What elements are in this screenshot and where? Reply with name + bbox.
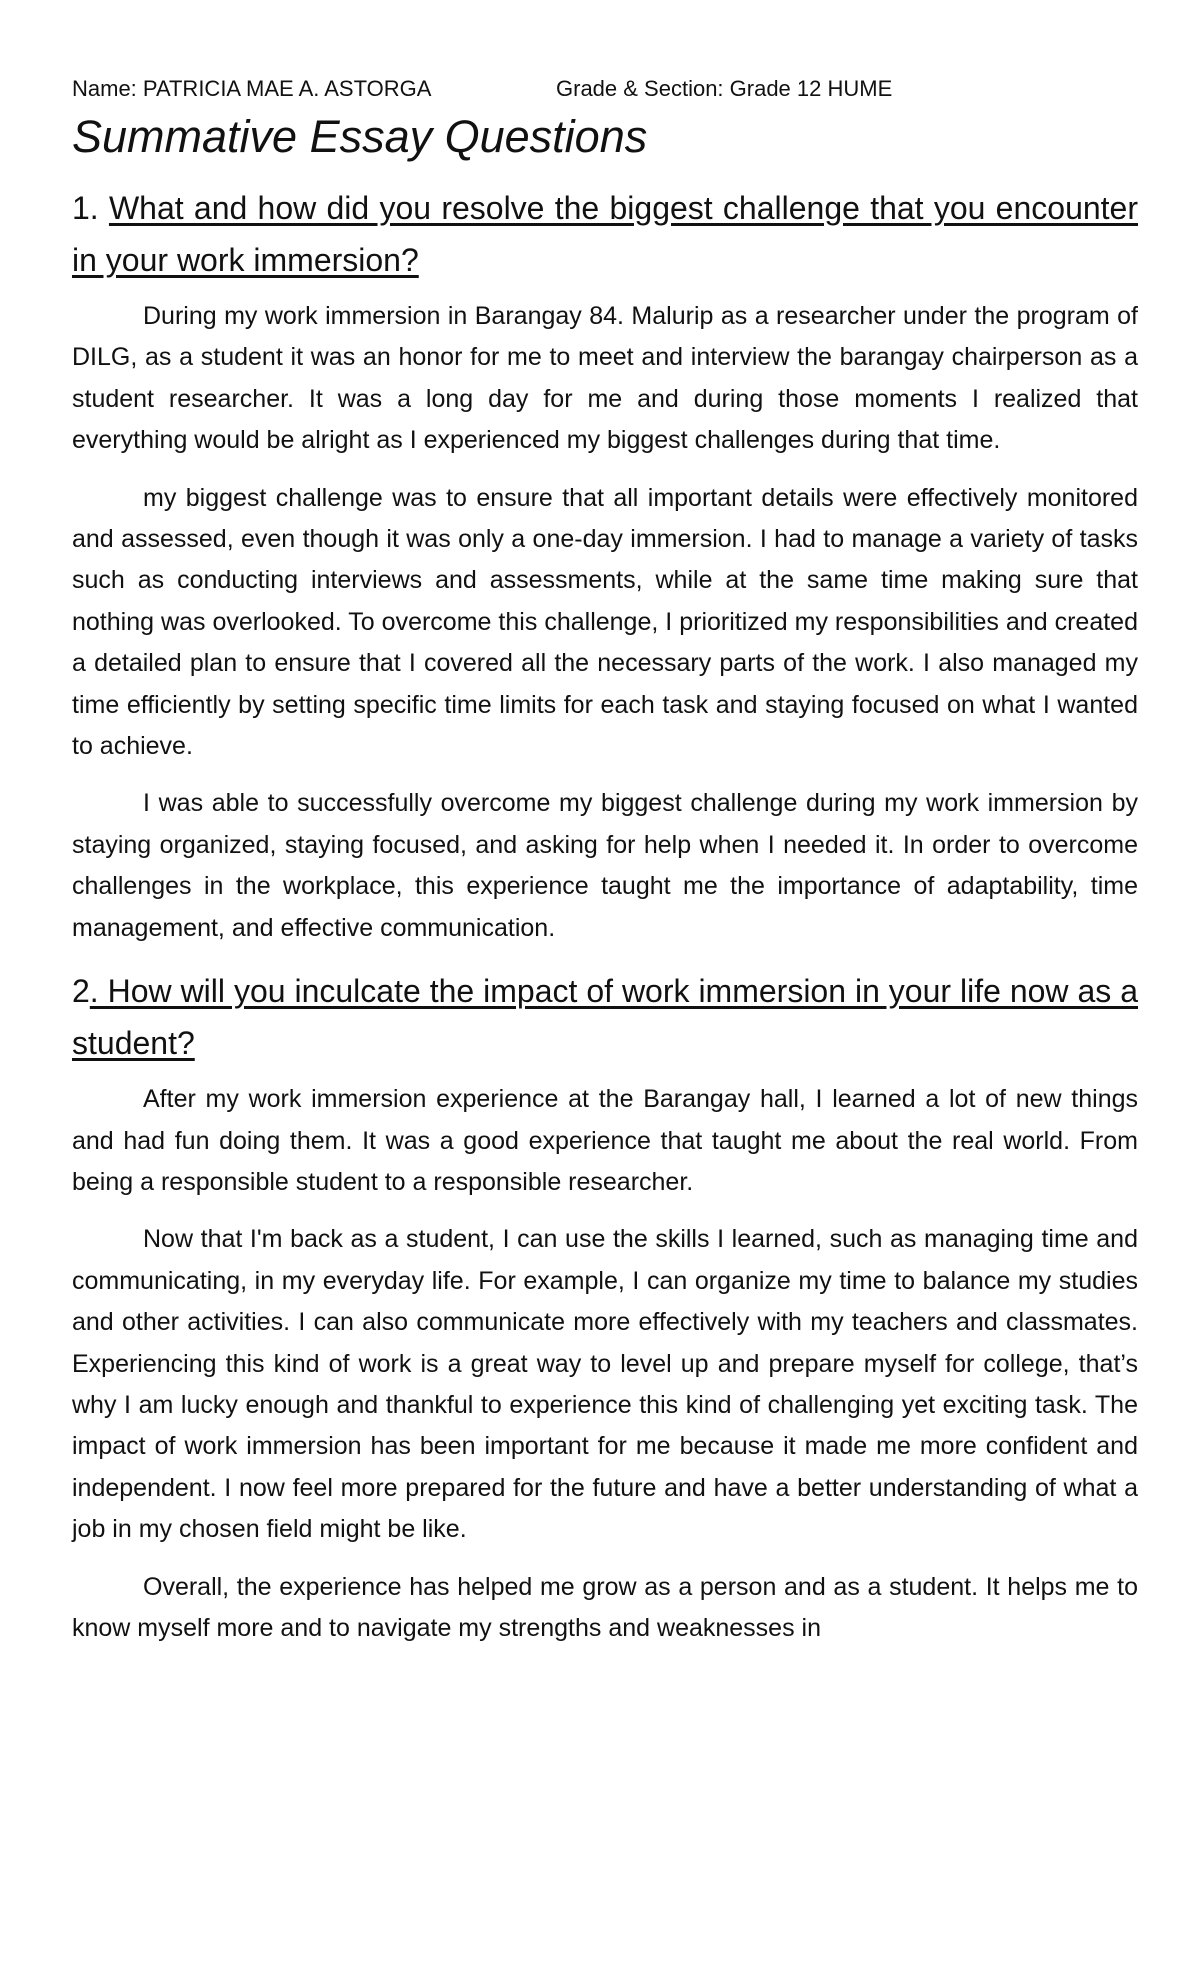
answer-paragraph: I was able to successfully overcome my biggest challenge during my work immersion by staying organized, staying focused, and asking for help when I needed it. In order to overcome challenges in the workplace, this experience taught me the importance of adaptability, time management, and effective communication. — [72, 789, 1138, 942]
question-number: 2 — [72, 973, 90, 1010]
page-title: Summative Essay Questions — [72, 111, 648, 162]
question-heading — [72, 965, 1138, 1069]
grade-section: Grade & Section: Grade 12 HUME — [556, 76, 893, 101]
student-header — [72, 70, 1138, 108]
answer-paragraph: my biggest challenge was to ensure that all important details were effectively monitored and assessed, even though it was only a one-day immersion. I had to manage a variety of tasks such as conducting interviews and assessments, while at the same time making sure that nothing was overlooked. To overcome this challenge, I prioritized my responsibilities and created a detailed plan to ensure that I covered all the necessary parts of the work. I also managed my time efficiently by setting specific time limits for each task and staying focused on what I wanted to achieve. — [72, 483, 1138, 761]
answer-paragraph: Overall, the experience has helped me grow as a person and as a student. It helps me to know myself more and to navigate my strengths and weaknesses in — [72, 1572, 1138, 1642]
answer-paragraph: Now that I'm back as a student, I can use the skills I learned, such as managing time and communicating, in my everyday life. For example, I can organize my time to balance my studies and other activities. I can also communicate more effectively with my teachers and classmates. Experiencing this kind of work is a great way to level up and prepare myself for college, that’s why I am lucky enough and thankful to experience this kind of challenging yet exciting task. The impact of work immersion has been important for me because it made me more confident and independent. I now feel more prepared for the future and have a better understanding of what a job in my chosen field might be like. — [72, 1225, 1138, 1544]
question-text: . How will you inculcate the impact of work immersion in your life now as a student? — [72, 973, 1138, 1062]
question-section-2 — [72, 965, 1138, 1649]
question-text: What and how did you resolve the biggest challenge that you encounter in your work immersion? — [72, 190, 1139, 278]
document-page — [72, 70, 1138, 1665]
question-heading — [72, 182, 1138, 286]
question-number: 1. — [72, 190, 99, 226]
answer-paragraph: During my work immersion in Barangay 84. Malurip as a researcher under the program of DILG, as a student it was an honor for me to meet and interview the barangay chairperson as a student researcher. It was a long day for me and during those moments I realized that everything would be alright as I experienced my biggest challenges during that time. — [72, 302, 1138, 455]
question-section-1 — [72, 182, 1138, 949]
student-name: Name: PATRICIA MAE A. ASTORGA — [72, 76, 432, 101]
answer-paragraph: After my work immersion experience at the Barangay hall, I learned a lot of new things and had fun doing them. It was a good experience that taught me about the real world. From being a responsible student to a responsible researcher. — [72, 1085, 1138, 1196]
